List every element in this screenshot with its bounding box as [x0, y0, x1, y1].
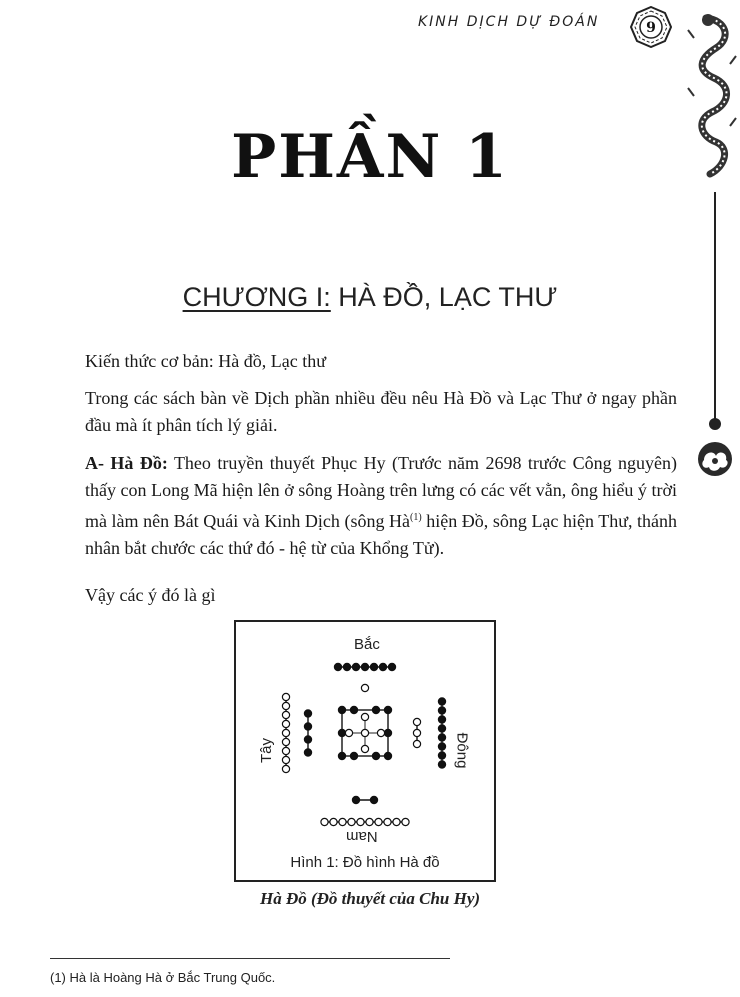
center-dots-black — [338, 752, 345, 759]
chapter-number: CHƯƠNG I: — [182, 282, 331, 312]
center-dots-black — [384, 706, 391, 713]
north-dot-white — [361, 684, 368, 691]
east-dots-black — [438, 743, 445, 750]
west-dots-white — [282, 729, 289, 736]
south-dots-white — [384, 818, 391, 825]
south-dots-white — [330, 818, 337, 825]
center-dots-black — [338, 729, 345, 736]
west-dots-black — [304, 723, 311, 730]
figure-caption: Hà Đồ (Đồ thuyết của Chu Hy) — [259, 889, 481, 908]
east-dots-white — [413, 718, 420, 725]
east-dots-black — [438, 698, 445, 705]
center-dots-black — [350, 752, 357, 759]
west-dots-white — [282, 693, 289, 700]
east-dots-black — [438, 707, 445, 714]
south-dots-white — [348, 818, 355, 825]
south-dots-black — [352, 796, 359, 803]
west-dots-white — [282, 702, 289, 709]
south-dots-white — [366, 818, 373, 825]
east-dots-white — [413, 729, 420, 736]
center-dots-white — [361, 713, 368, 720]
paragraph-context — [85, 385, 677, 439]
section-heading-ha-do: A- Hà Đồ: — [85, 453, 168, 473]
center-dots-black — [372, 752, 379, 759]
page-number-badge — [630, 6, 672, 48]
west-dots-white — [282, 738, 289, 745]
part-title: PHẦN 1 — [231, 122, 509, 192]
footnote: (1) Hà là Hoàng Hà ở Bắc Trung Quốc. — [50, 970, 276, 985]
footnote-reference[interactable]: (1) — [410, 512, 422, 523]
label-west: Tây — [258, 737, 276, 764]
paragraph-ha-do — [85, 450, 677, 562]
south-dots-white — [375, 818, 382, 825]
chapter-title — [0, 282, 740, 313]
ha-do-figure — [234, 620, 496, 882]
south-dots-black — [370, 796, 377, 803]
figure-inner-caption: Hình 1: Đồ hình Hà đồ — [290, 854, 440, 871]
west-dots-black — [304, 710, 311, 717]
center-dots-white — [361, 729, 368, 736]
east-dots-black — [438, 752, 445, 759]
label-south: Nam — [346, 828, 378, 845]
north-dots-black — [334, 663, 341, 670]
label-east: Đông — [453, 732, 471, 769]
south-dots-white — [402, 818, 409, 825]
page-number: 9 — [646, 20, 656, 36]
west-dots-white — [282, 765, 289, 772]
west-dots-white — [282, 711, 289, 718]
center-dots-white — [377, 729, 384, 736]
paragraph-intro: Kiến thức cơ bản: Hà đồ, Lạc thư — [85, 351, 326, 371]
east-dots-black — [438, 734, 445, 741]
west-dots-white — [282, 756, 289, 763]
center-dots-black — [384, 752, 391, 759]
east-dots-black — [438, 725, 445, 732]
west-dots-white — [282, 747, 289, 754]
west-dots-black — [304, 749, 311, 756]
north-dots-black — [352, 663, 359, 670]
west-dots-black — [304, 736, 311, 743]
side-rule-dot — [709, 418, 721, 430]
bagua-frame-icon — [630, 6, 672, 48]
paragraph-ha-do-text-b: hiện Đồ, sông Lạc hiện Thư, thánh nhân bắt chước các thứ đó - hệ từ của Khổng Tử). — [85, 511, 678, 558]
paragraph-question: Vậy các ý đó là gì — [85, 585, 216, 605]
east-dots-white — [413, 740, 420, 747]
south-dots-white — [393, 818, 400, 825]
paragraph-ha-do-text-a: Theo truyền thuyết Phục Hy (Trước năm 2698 trước Công nguyên) thấy con Long Mã hiện lên ở sông Hoàng trên lưng có các vết vằn, ông hiểu ý trời mà làm nên Bát Quái và Kinh Dịch (sông Hà — [85, 453, 677, 531]
cloud-emblem-icon — [696, 440, 734, 478]
center-dots-black — [372, 706, 379, 713]
label-north: Bắc — [354, 636, 380, 653]
north-dots-black — [343, 663, 350, 670]
center-dots-black — [338, 706, 345, 713]
center-dots-black — [384, 729, 391, 736]
running-header-title: KINH DỊCH DỰ ĐOÁN — [418, 14, 600, 30]
footnote-rule — [50, 958, 450, 959]
south-dots-white — [321, 818, 328, 825]
chapter-name: HÀ ĐỒ, LẠC THƯ — [330, 282, 558, 312]
paragraph-context-text: Trong các sách bàn về Dịch phần nhiều đều nêu Hà Đồ và Lạc Thư ở ngay phần đầu mà ít phân tích lý giải. — [85, 388, 677, 435]
north-dots-black — [379, 663, 386, 670]
east-dots-black — [438, 761, 445, 768]
center-dots-white — [361, 745, 368, 752]
north-dots-black — [388, 663, 395, 670]
north-dots-black — [361, 663, 368, 670]
south-dots-white — [339, 818, 346, 825]
center-dots-white — [345, 729, 352, 736]
west-dots-white — [282, 720, 289, 727]
south-dots-white — [357, 818, 364, 825]
east-dots-black — [438, 716, 445, 723]
north-dots-black — [370, 663, 377, 670]
center-dots-black — [350, 706, 357, 713]
